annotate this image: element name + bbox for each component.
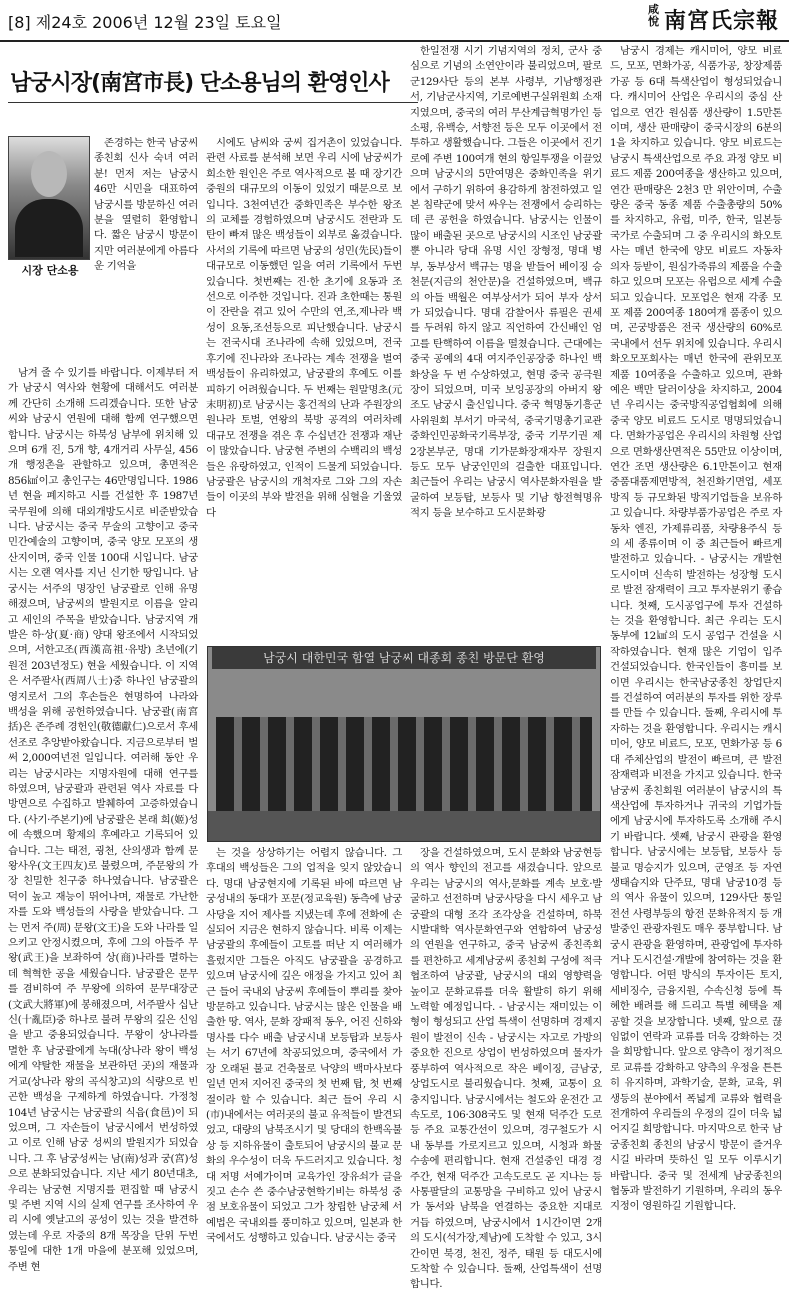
page-header <box>0 0 789 42</box>
photo-banner: 남궁시 대한민국 함열 남궁씨 대종회 종친 방문단 환영 <box>212 647 596 669</box>
article-column-4b <box>410 846 602 1291</box>
column-text: 장을 건설하였으며, 도시 문화와 남궁현등의 역사 향인의 전고를 새겼습니다. 앞으로 우리는 남궁시의 역사,문화를 계속 보호·발굴하고 선전하며 남궁사당을 다시 세우고 남궁괄의 대형 조각 조각상을 건설하며, 하북시발대학 역사문화연구와 연합하여 남궁성의 연원을 연구하고, 중국 남궁씨 종친족회를 편찬하고 세계남궁씨 종친회 구성에 적극 협조하여 남궁괄, 남궁시의 대외 영향력을 높이고 문화교류를 더욱 활발히 하기 위해 노력할 예정입니다. - 남궁시는 재미있는 이형이 형성되고 산업 특색이 선명하며 경제지원이 발전이 신속 - 남궁시는 자고로 가방의 중요한 진으로 상업이 번성하였으며 물자가 풍부하여 역사적으로 작은 베이징, 금남궁, 상업도시로 불리웠습니다. 첫째, 교통이 요충지입니다. 남궁시에서는 철도와 운전간 고속도로, 106·308국도 및 현재 덕주간 도로 등 주요 교통간선이 있으며, 경구철도가 시내 동부를 가로지르고 있으며, 시청과 화물수송에 편리합니다. 현재 건설중인 대경 경주간, 현재 덕주간 고속도로도 곧 지나는 등 사통팔달의 교통망을 구비하고 있어 남궁시가 동서와 남북을 연결하는 중요한 지대로 거듭 하였으며, 남궁시에서 1시간이면 2개의 도시(석가장,제남)에 도착할 수 있고, 3시간이면 북경, 천진, 정주, 태원 등 대도시에 도착할 수 있습니다. 둘째, 산업특색이 선명합니다. <box>410 847 602 1291</box>
photo-suit <box>15 199 83 257</box>
masthead-title: 南宮氏宗報 <box>663 8 779 34</box>
column-text: 한일전쟁 시기 기념지역의 정치, 군사 중심으로 기념의 소연안이라 불리었으며, 팔로군129사단 등의 본부 사령부, 기남행정관서, 기남군사지역, 기로예변구실위원회 소재지였으며, 중국의 여러 무산계급혁명가인 등소평, 유백승, 서향전 등은 모두 이곳에서 전투하고 생활했습니다. 그들은 이곳에서 진기로예 주변 100여개 현의 항일투쟁을 이끌었으며 남궁시의 5만여명은 중화민족을 위기에서 구하기 위하여 용감하게 참전하였고 일본 침략군에 맞서 싸우는 전쟁에서 승리하는데 큰 공헌을 하였습니다. 남궁시는 인물이 많이 배출된 곳으로 남궁시의 시조인 남궁괄 뿐 아니라 당대 유명 시인 장형정, 명대 병부, 동부상서 백규는 명을 받들어 베이징 승천문(지금의 천안문)을 건설하였으며, 백규의 아들 백월은 여부상서가 되어 부자 상서가 되었습니다. 명대 감찰어사 류필은 권세를 두려워 하지 않고 직언하여 간신배인 엄고를 탄핵하여 이름을 떨쳤습니다. 근대에는 중국 공예의 4대 여지주인공장중 하나인 백화상을 두 번 수상하였고, 현명 중국 공극원장이 되었으며, 미국 보잉공장의 아버지 왕조도 남궁시 출신입니다. 중국 혁명동기흥군사위원회 부서기 마국석, 중국기명총기교관 중화인민공화국기록부장, 중국 기무기권 제2장본부군, 명대 기가문화장재자무 장원지 등도 모두 남궁인민의 걸출한 대표입니다. 최근들어 우리는 남궁시 역사문화자원을 발굴하여 보등탑, 보등사 및 기남 항전혁명유적지 등을 보수하고 도시문화광 <box>410 45 602 520</box>
article-column-2 <box>8 366 198 1273</box>
article-column-1 <box>94 136 198 364</box>
column-text: 시에도 남씨와 궁씨 집거촌이 있었습니다. 관련 사료를 분석해 보면 우리 시에 남궁씨가 희소한 원인은 주로 역사적으로 볼 때 장기간 중원의 대규모의 이동이 있었기 때문으로 보입니다. 3천여년간 중화민족은 부수한 왕조의 교체를 경험하였으며 남궁시도 전란과 도탄이 빠져 많은 백성들이 외부로 옮겼습니다. 사서의 기록에 따르면 남궁의 성민(先民)들이 대규모로 이동했던 일을 여러 기록에서 두번 있습니다. 첫번째는 진·한 초기에 요동과 조선으로 이주한 것입니다. 진과 초한때는 통원이 잔란을 겪고 있어 수만의 연,조,제나라 백성이 요동,조선등으로 피난했습니다. 남궁시는 전국시대 조나라에 속해 있었으며, 전국 후기에 진나라와 조나라는 계속 전쟁을 벌여 백성들이 유리하였고, 남궁괄의 후예도 이를 피하기 어려웠습니다. 두 번째는 원말명초(元末明初)로 남궁시는 홍건적의 난과 주원장의 원나라 토벌, 연왕의 북방 공격의 여러차례 대규모 전쟁을 겪은 후 수십년간 전쟁과 재난이 많았습니다. 남궁현 주변의 수백리의 백성들은 유랑하였고, 인적이 드물게 되었습니다. 남궁괄은 남궁시의 개척자로 그와 그의 자손들이 이곳의 부와 발전을 위해 심혈을 기울였다 <box>206 137 402 519</box>
column-text: 남겨 줄 수 있기를 바랍니다. 이제부터 저가 남궁시 역사와 현황에 대해서도 여러분께 간단히 소개해 드리겠습니다. 또한 남궁씨와 남궁시 연원에 대해 함께 연구했으면 합니다. 남궁시는 하북성 남부에 위치해 있으며 6개 진, 5개 향, 4개거리 사무실, 456개 행정촌을 관할하고 있으며, 총면적은 856㎢이고 총인구는 46만명입니다. 1986년 현을 폐지하고 시를 건설한 후 1987년 국무원에 의해 대외개방도시로 비준받았습니다. 남궁시는 중국 무술의 고향이고 중국 민간예술의 고향이며, 중국 양모 모포의 생산지이며, 중국 인물 100대 시입니다. 남궁시는 오랜 역사를 지닌 신기한 땅입니다. 남궁시는 서주의 명장인 남궁괄로 인해 유명해졌으며, 남궁씨의 발원지로 이름을 알리고 세인의 주목을 받았습니다. 남궁지역 개발은 하·상(夏·商) 양대 왕조에서 시작되었으며, 서한고조(西漢高祖·유방) 초년에(기원전 203년정도) 현을 세웠습니다. 이 지역은 서주팔사(西周八士)중 하나인 남궁괄의 영지로서 그의 후손들은 현명하여 나라와 백성을 위해 공헌하였습니다. 남궁괄(南宮括)은 존주례 경헌인(敬德獻仁)으로서 후세 선조로 추앙받아왔습니다. 지금으로부터 벌써 2,000여년전 일입니다. 여러해 동안 우리는 남궁시라는 지명자원에 대해 연구를 하였으며, 남궁괄과 관련된 역사 자료를 다방면으로 수집하고 발췌하여 고증하였습니다. (사기·주본기)에 남궁괄은 본래 희(姬)성에 속했으며 황제의 후예라고 기록되어 있습니다. 그는 태전, 굉천, 산의생과 함께 문왕사우(文王四友)로 불렸으며, 주문왕의 가장 친밀한 친구중 하나였습니다. 남궁괄은 덕이 높고 재능이 뛰어나며, 재물로 가난한 자를 도와 백성들의 사랑을 받았습니다. 그는 먼저 주(周) 문왕(文王)을 도와 나라를 일으키고 안정시켰으며, 후에 그의 아들주 무왕(武王)을 보좌하여 상(商)나라를 멸하는데 혁혁한 공을 세웠습니다. 남궁괄은 문무를 겸비하여 주 무왕에 의하여 문무대장군(文武大將軍)에 봉해졌으며, 서주팔사 십난신(十亂臣)중 하나로 불려 무왕의 깊은 신임을 받고 중용되었습니다. 무왕이 상나라를 멸한 후 남궁괄에게 녹대(상나라 왕이 백성에게 약탈한 재물을 보관하던 곳)의 재물과 거교(상나라 왕의 곡식창고)의 식량으로 빈곤한 백성을 구제하게 하였습니다. 가정청 104년 남궁시는 남궁괄의 식읍(食邑)이 되었으며, 그 자손들이 남궁시에서 번성하였고 이로 인해 남궁 성씨의 발원지가 되었습니다. 그 후 남궁성씨는 남(南)성과 궁(宮)성으로 분화되었습니다. 지난 세기 80년대초, 우리는 남궁현 지명지를 편집할 때 남궁시 및 주변 지역 시의 실제 연구를 조사하여 우리 시에 옛날고의 공성이 있는 것을 발견하였는데 우로 자중의 8개 목장을 단위 두번 통일에 대한 1개 마을에 분포해 있었으며, 주변 현 <box>8 367 198 1273</box>
mayor-photo <box>8 136 90 260</box>
article-column-3b <box>206 846 402 1245</box>
photo-people-front-row <box>216 757 592 817</box>
column-text: 존경하는 한국 남궁씨 종친회 신사 숙녀 여러분! 먼저 저는 남궁시 46만 시민을 대표하여 남궁시를 방문하신 여러분을 열렬히 환영합니다. 짧은 남궁시 방문이지만 여러분에게 아름다운 기억을 <box>94 137 198 273</box>
masthead-small: 咸悅 <box>647 3 660 28</box>
photo-ground <box>208 811 600 841</box>
page-info: [8] 제24호 2006년 12월 23일 토요일 <box>8 13 282 32</box>
photo-face <box>31 151 67 197</box>
article-column-4a <box>410 44 602 642</box>
masthead <box>648 4 779 35</box>
article-column-5 <box>610 44 782 1213</box>
group-photo <box>207 646 601 842</box>
article-title: 남궁시장(南宮市長) 단소용님의 환영인사 <box>10 71 389 96</box>
article-column-3a <box>206 136 402 642</box>
column-text: 는 것을 상상하기는 어렵지 않습니다. 그 후대의 백성들은 그의 업적을 잊지 않았습니다. 명대 남궁현지에 기록된 바에 따르면 남궁성내의 동대가 포문(정교육원) 동측에 남궁사당을 지어 제사를 지냈는데 후에 전화에 손실되어 지금은 현하지 않습니다. 비록 이제는 남궁괄의 후예들이 고토를 떠난 지 여러해가 흘렀지만 그들은 아직도 남궁괄을 공경하고 있으며 남궁시에 깊은 애정을 가지고 있어 최근 들어 국내외 남궁씨 후예들이 뿌리를 찾아 방문하고 있습니다. 남궁시는 많은 인물을 배출한 땅. 역사, 문화 장패적 동우, 어진 신하와 명사를 다수 배출 남궁시내 보등탑과 보등사는 서기 67년에 착공되었으며, 중국에서 가장 오래된 불교 건축물로 낙양의 백마사보다 일년 먼저 지어진 중국의 첫 번째 탑, 첫 번째 절이라 할 수 있습니다. 최근 들어 우리 시(市)내에서는 여러곳의 불교 유적들이 발견되었고, 대량의 남북조시기 및 당대의 한백옥불상 등 지하유물이 출토되어 남궁시의 불교 문화의 우수성이 더욱 두드러지고 있습니다. 청대 저명 서예가이며 교육가인 장유쇠가 글을 짓고 손수 쓴 중수남궁현학기비는 하북성 중점 보호유물이 되었고 그가 창립한 남궁체 서예법은 국내외를 풍미하고 있으며, 일본과 한국에서도 성행하고 있습니다. 남궁시는 중국 <box>206 847 402 1245</box>
photo-caption: 시장 단소용 <box>21 264 79 277</box>
title-divider <box>8 102 418 103</box>
column-text: 남궁시 경제는 캐시미어, 양모 비료드, 모포, 면화가공, 식품가공, 창장제품 가공 등 6대 특색산업이 형성되었습니다. 캐시미어 산업은 우리시의 중심 산업으로 연간 원심품 생산량이 1.5만톤이며, 생산 판매량이 중국시장의 6분의 1을 차지하고 있습니다. 양모 비료드는 남궁시 특색산업으로 주요 과정 양모 비료드 제품 200여종을 생산하고 있으며, 연간 판매량은 2천3 만 위안이며, 수출량은 중국 동종 제품 수출총량의 50%를 차지하고, 유럽, 미주, 한국, 일본등 국가로 수출되며 그 중 우리시의 화오토사는 매년 한국에 양모 비료드 자동차 의자 등받이, 원심가죽류의 제품을 수출하고 있으며 모포는 유럽으로 세계 수출되고 있습니다. 모포업은 현재 각종 모포 제품 200여종 180여개 품종이 있으며, 곤궁방품은 전국 생산량의 60%로 국내에서 선두 위치에 있습니다. 우리시 화오모포회사는 매년 한국에 관위모포제품 10여종을 수출하고 있으며, 관화예은 백만 달러이상을 차지하고, 2004년 우리시는 중국방직공업협회에 의해 중국 양모 비료드 도시로 명명되었습니다. 면화가공업은 우리시의 차원형 산업으로 면화생산면적은 55만묘 이상이며, 연간 조면 생산량은 6.1만톤이고 현재 중품대품제면방적, 천진화기면업, 세포방직 등 규모화된 방직기업들을 보유하고 있습니다. 차량부품가공업은 주로 자동차 엔진, 가제류리품, 차량용주식 등의 세 종류이며 이 중 최근들어 빠르게 발전하고 있습니다. - 남궁시는 개발현도시이며 신속히 발전하는 성장형 도시로 발전 잠재력이 크고 투자분위기 좋습니다. 첫째, 도시공업구에 투자 건설하는 것을 환영합니다. 최근 우리는 도시 동부에 12㎢의 도시 공업구 건설을 시작하였습니다. 현재 많은 기업이 입주 건설되었습니다. 한국인들이 흥미를 보이면 우리시는 한국남궁종친 창업단지를 건설하여 여러분의 투자를 위한 장루를 만들 수 있습니다. 둘째, 우리시에 투자하는 것을 환영합니다. 우리시는 캐시미어, 양모 비료드, 모포, 면화가공 등 6대 주체산업의 발전이 빠르며, 큰 발전 잠재력과 비전을 가지고 있습니다. 한국 남궁씨 종친회원 여러분이 남궁시의 특색산업에 투자하거나 귀국의 기업가들에게 남궁시에 투자하도록 소개해 주시기 바랍니다. 셋째, 남궁시 관광을 환영합니다. 남궁시에는 보등탑, 보등사 등 불교 명승지가 있으며, 군영조 등 자연생태습지와 단주묘, 명대 남궁10경 등의 역사 유물이 있으며, 129사단 통일전선 사령부등의 항전 문화유적지 등 개발중인 관광자원도 매우 풍부합니다. 남궁시 관광을 환영하며, 관광업에 투자하거나 도시건설·개발에 참여하는 것을 환영합니다. 어떤 방식의 투자이든 토지, 세비징수, 금융지원, 수속신청 등에 특혜한 배려를 해 드리고 특별 혜택을 제공할 것을 보장합니다. 넷째, 앞으로 끊임없이 연락과 교류를 더욱 강화하는 것을 희망합니다. 앞으로 양측이 정기적으로 교류를 강화하고 양측의 우정을 튼튼히 유지하며, 과학기술, 문화, 교육, 위생등의 분야에서 폭넓게 교류와 협력을 전개하여 우리들의 우정의 길이 더욱 넓어지길 희망합니다. 마지막으로 한국 남궁종친회 종친의 남궁시 방문이 즐거우시길 바라며 뜻하신 일 모두 이루시기 바랍니다. 중국 및 전세계 남궁종친의 협동과 발전하기 기원하며, 우리의 동우지정이 영원하길 기원합니다. <box>610 45 782 1213</box>
